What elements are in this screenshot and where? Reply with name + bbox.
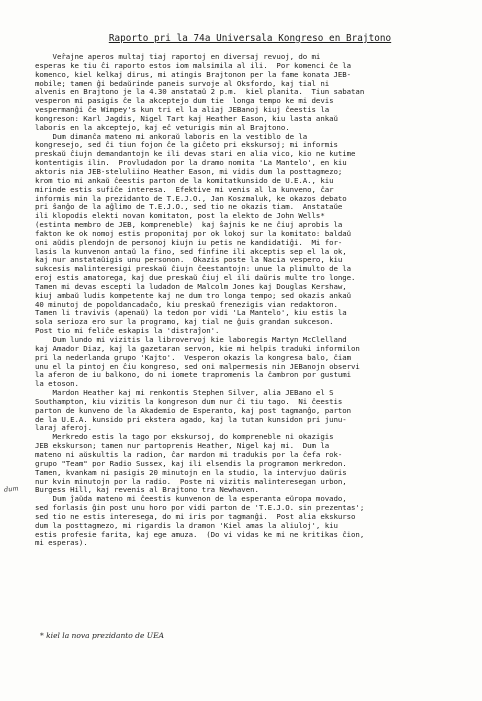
text-line: krom tio mi ankaŭ ĉeestis parton de la komitatkunsido de U.E.A., kiu [35,175,334,185]
text-line: Mardon Heather kaj mi renkontis Stephen Silver, alia JEBano el S [35,388,334,398]
text-line: Merkredo estis la tago por ekskursoj, do kompreneble ni okazigis [35,432,334,442]
text-line: pri la nederlanda grupo 'Kajto'. Vesperon okazis la kongresa balo, ĉiam [35,352,352,362]
text-line: Tamen mi devas escepti la ludadon de Malcolm Jones kaj Douglas Kershaw, [35,281,347,291]
text-line: JEB ekskurson; tamen nur partoprenis Heather, Nigel kaj mi. Dum la [35,441,330,451]
text-line: vesperon mi pasigis ĉe la akceptejo dum tie longa tempo ke mi devis [35,96,334,106]
text-line: preskaŭ ĉiujn demandantojn ke ili devas stari en alia vico, kio ne kutime [35,149,356,159]
text-line: estis profesie farita, kaj ege amuza. (Do vi vidas ke mi ne kritikas ĉion, [35,529,365,539]
document-body [35,53,475,548]
text-line: kaj nur anstataŭigis unu personon. Okazis poste la Nacia vespero, kiu [35,255,343,265]
text-line: Post tio mi feliĉe eskapis la 'distraĵon'. [35,326,220,336]
text-line: eroj estis amatorega, kaj due preskaŭ ĉiuj el ili daŭris multe tro longe. [35,273,356,283]
text-line: parton de kunveno de la Akademio de Esperanto, kaj post tagmanĝo, parton [35,405,352,415]
text-line: Ver̂ajne aperos multaj tiaj raportoj en diversaj revuoj, do mi [35,52,321,61]
text-line: mirinde estis sufiĉe interesa. Efektive mi venis al la kunveno, ĉar [35,184,334,194]
text-line: sed forlasis ĝin post unu horo por vidi parton de 'T.E.J.O. sin prezentas'; [35,503,365,513]
document-title: Raporto pri la 74a Universala Kongreso en Brajtono [108,33,392,44]
text-line: oni aŭdis plendojn de personoj kiujn iu petis ne kandidatiĝi. Mi for- [35,237,343,247]
text-line: Burgess Hill, kaj revenis al Brajtono tra Newhaven. [35,485,259,495]
text-line: laboris en la akceptejo, kaj eĉ veturigis min al Brajtono. [35,122,290,132]
text-line: kaj Amador Diaz, kaj la gazetaran servon, kie mi helpis traduki informilon [35,343,360,353]
text-line: Tamen, kvankam ni pasigis 20 minutojn en la studio, la intervjuo daŭris [35,467,347,477]
text-line: la etoson. [35,379,79,389]
text-line: nur kvin minutojn por la radio. Poste ni vizitis malinteresegan urbon, [35,476,347,486]
text-line: mateno ni aŭskultis la radion, ĉar mardon mi tradukis por la ĉefa rok- [35,449,343,459]
text-line: laraj aferoj. [35,423,93,433]
handwritten-footnote: * kiel la nova prezidanto de UEA [40,631,165,640]
text-line: aktoris nia JEB-steluliino Heather Eason, mi vidis dum la posttagmezo; [35,166,343,176]
text-line: sukcesis malinteresigi preskaŭ ĉiujn ĉeestantojn: unue la plimulto de la [35,264,352,274]
text-line: komenco, kiel kelkaj dirus, mi atingis Brajtonon per la fame konata JEB- [35,69,352,79]
text-line: sed tio ne estis interesega, do mi iris por tagmanĝi. Post alia ekskurso [35,511,356,521]
text-line: Dum lundo mi vizitis la librovervoj kie laboregis Martyn McClelland [35,335,347,344]
text-line: de la U.E.A. kunsido pri ekstera agado, kaj la tutan kunsidon pri junu- [35,414,347,424]
text-line: grupo "Team" por Radio Sussex, kaj ili elsendis la programon merkredon. [35,458,347,468]
text-line: lasis la kunvenon antaŭ la fino, sed finfine ili akceptis sep el la ok, [35,246,347,256]
text-line: Dum dimanĉa mateno mi ankoraŭ laboris en la vestiblo de la [35,131,308,141]
text-line: pri ŝanĝo de la aĝlimo de T.E.J.O., sed tio ne okazis tiam. Anstataŭe [35,202,343,212]
text-line: sola serioza ero sur la programo, kaj tial ne ĝuis grandan sukceson. [35,317,334,327]
text-line: alvenis en Brajtono je la 4.30 anstataŭ 2 p.m. kiel planita. Tiun sabatan [35,87,365,97]
text-line: kiuj ambaŭ ludis kompetente kaj ne dum tro longa tempo; sed okazis ankaŭ [35,290,352,300]
text-line: Southampton, kiu vizitis la kongreson dum nur ĉi tiu tago. Ni ĉeestis [35,396,343,406]
text-line: Tamen li travivis (apenaŭ) la tedon por vidi 'La Mantelo', kiu estis la [35,308,347,318]
text-line: mi esperas). [35,538,88,548]
text-line: Dum ĵaŭda mateno mi ĉeestis kunvenon de la esperanta eŭropa movado, [35,494,347,504]
text-line: esperas ke tiu ĉi raporto estos iom malsimila al ili. Por komenci ĉe la [35,60,352,70]
text-line: dum la posttagmezo, mi rigardis la dramon 'Kiel amas la aliuloj', kiu [35,520,338,530]
text-line: fakton ke ok nomoj estis proponitaj por ok lokoj sur la komitato: baldaŭ [35,228,352,238]
text-line: (estinta membro de JEB, kompreneble) kaj ŝajnis ke ne ĉiuj aprobis la [35,220,343,230]
text-line: la aferon de iu balkono, do ni iomete trapromenis la ĉambron por gustumi [35,370,352,380]
text-line: mobile; tamen ĝi bedaŭrinde paneis survoje al Oksfordo, kaj tial ni [35,78,330,88]
text-line: kongreson: Karl Jagdis, Nigel Tart kaj Heather Eason, kiu lasta ankaŭ [35,113,338,123]
text-line: 40 minutoj de popoldancadaĉo, kiu preskaŭ frenezigis vian redaktoron. [35,299,338,309]
text-line: kontentigis ilin. Provludadon por la dramo nomita 'La Mantelo', en kiu [35,158,347,168]
text-line: kongresejo, sed ĉi tiun fojon ĉe la giĉeto pri ekskursoj; mi informis [35,140,338,150]
text-line: unu el la pintoj en ĉiu kongreso, sed oni malpermesis nin JEBanojn observi [35,361,360,371]
text-line: informis min la prezidanto de T.E.J.O., Jan Koszmaluk, ke okazos debato [35,193,347,203]
text-line: ili klopodis elekti novan komitaton, post la elekto de John Wells* [35,211,325,221]
handwritten-margin-note: dum [3,484,19,494]
text-line: vespermanĝi ĉe Wimpey's kun tri el la aliaj JEBanoj kiuj ĉeestis la [35,105,330,115]
